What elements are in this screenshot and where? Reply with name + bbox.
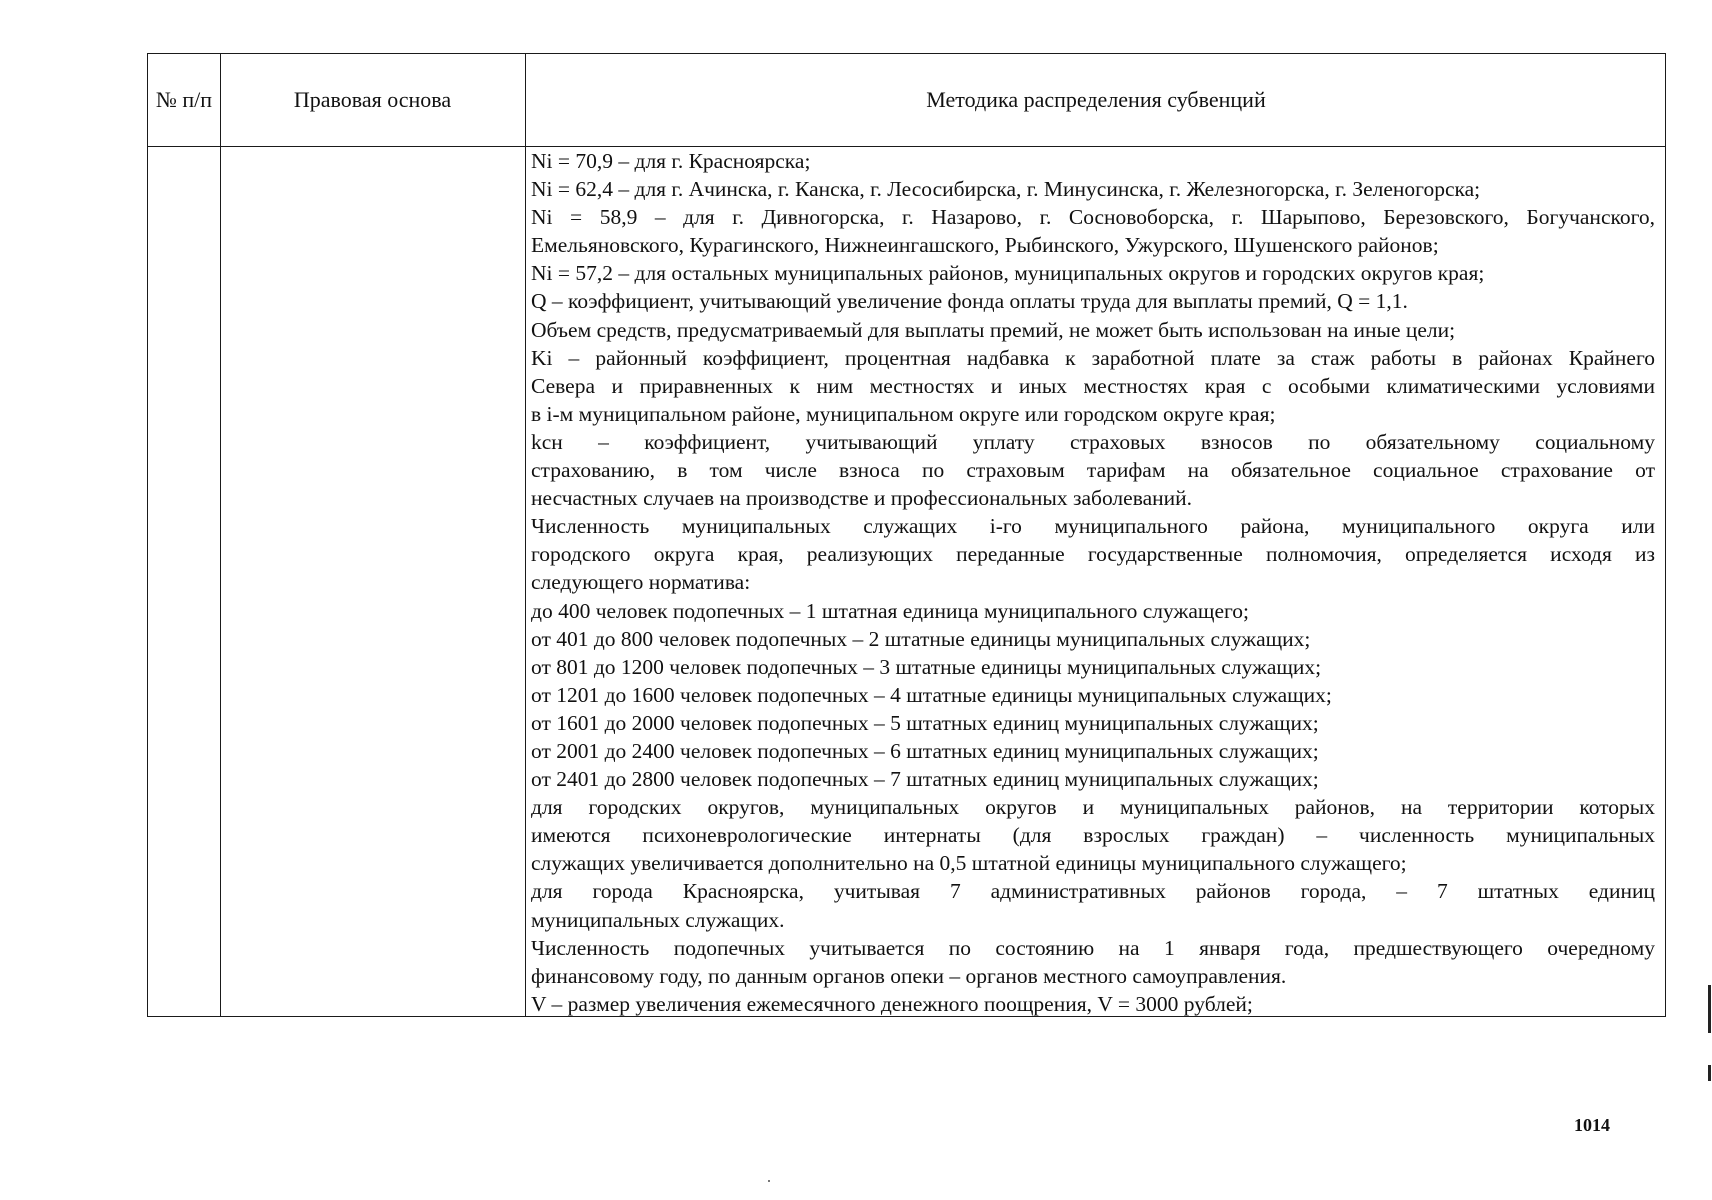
method-text-line: в i-м муниципальном районе, муниципальном округе или городском округе края; — [531, 401, 1276, 426]
header-number: № п/п — [155, 87, 213, 112]
method-text-line: Численность подопечных учитывается по состоянию на 1 января года, предшествующего очередному — [531, 935, 1655, 960]
method-text-line: kсн – коэффициент, учитывающий уплату страховых взносов по обязательному социальному — [531, 429, 1655, 454]
method-text-line: имеются психоневрологические интернаты (для взрослых граждан) – численность муниципальных — [531, 823, 1655, 848]
method-text-line: Численность муниципальных служащих i-го муниципального района, муниципального округа или — [531, 514, 1655, 539]
method-text-line: Севера и приравненных к ним местностях и иных местностях края с особыми климатическими условиями — [531, 373, 1655, 398]
method-text-line: от 2401 до 2800 человек подопечных – 7 штатных единиц муниципальных служащих; — [531, 767, 1319, 792]
method-text-line: от 1201 до 1600 человек подопечных – 4 штатные единицы муниципальных служащих; — [531, 682, 1332, 707]
method-text-line: финансовому году, по данным органов опеки – органов местного самоуправления. — [531, 963, 1287, 988]
method-text-line: Объем средств, предусматриваемый для выплаты премий, не может быть использован на иные цели; — [531, 317, 1456, 342]
document-table — [147, 53, 1666, 1017]
scan-edge-mark — [1708, 1065, 1711, 1081]
method-text-line: Ni = 57,2 – для остальных муниципальных районов, муниципальных округов и городских округов края; — [531, 261, 1485, 286]
method-text-line: до 400 человек подопечных – 1 штатная единица муниципального служащего; — [531, 598, 1249, 623]
method-text-block — [531, 147, 1655, 1018]
header-method: Методика распределения субвенций — [926, 87, 1266, 112]
method-text-line: V – размер увеличения ежемесячного денежного поощрения, V = 3000 рублей; — [531, 991, 1253, 1016]
scan-edge-mark — [1708, 985, 1711, 1033]
method-text-line: страхованию, в том числе взноса по страховым тарифам на обязательное социальное страхование от — [531, 458, 1655, 483]
scan-dot — [768, 1180, 770, 1182]
method-text-line: Ni = 70,9 – для г. Красноярска; — [531, 149, 811, 173]
method-text-line: следующего норматива: — [531, 570, 751, 595]
header-legal-basis: Правовая основа — [293, 87, 452, 112]
method-text-line: Ni = 58,9 – для г. Дивногорска, г. Назарово, г. Сосновоборска, г. Шарыпово, Березовского, Богучанского, — [531, 205, 1655, 230]
method-text-line: Q – коэффициент, учитывающий увеличение фонда оплаты труда для выплаты премий, Q = 1,1. — [531, 289, 1408, 314]
method-text-line: служащих увеличивается дополнительно на 0,5 штатной единицы муниципального служащего; — [531, 851, 1407, 876]
method-text-line: от 801 до 1200 человек подопечных – 3 штатные единицы муниципальных служащих; — [531, 654, 1322, 679]
method-text-line: от 1601 до 2000 человек подопечных – 5 штатных единиц муниципальных служащих; — [531, 710, 1319, 735]
method-text-line: несчастных случаев на производстве и профессиональных заболеваний. — [531, 486, 1192, 511]
column-divider-number — [220, 54, 221, 1016]
method-text-line: муниципальных служащих. — [531, 907, 785, 932]
method-text-line: от 401 до 800 человек подопечных – 2 штатные единицы муниципальных служащих; — [531, 626, 1311, 651]
column-divider-legal — [525, 54, 526, 1016]
method-text-line: Ni = 62,4 – для г. Ачинска, г. Канска, г. Лесосибирска, г. Минусинска, г. Железногорска, г. Зеленогорска; — [531, 177, 1481, 202]
method-text-line: для городских округов, муниципальных округов и муниципальных районов, на территории которых — [531, 795, 1655, 820]
method-text-line: от 2001 до 2400 человек подопечных – 6 штатных единиц муниципальных служащих; — [531, 738, 1319, 763]
page-number: 1014 — [1574, 1115, 1610, 1135]
method-text-line: для города Красноярска, учитывая 7 административных районов города, – 7 штатных единиц — [531, 879, 1655, 904]
method-text-line: городского округа края, реализующих переданные государственные полномочия, определяется исходя из — [531, 542, 1655, 567]
method-text-line: Ki – районный коэффициент, процентная надбавка к заработной плате за стаж работы в районах Крайнего — [531, 345, 1655, 370]
method-text-line: Емельяновского, Курагинского, Нижнеингашского, Рыбинского, Ужурского, Шушенского районов; — [531, 233, 1439, 258]
